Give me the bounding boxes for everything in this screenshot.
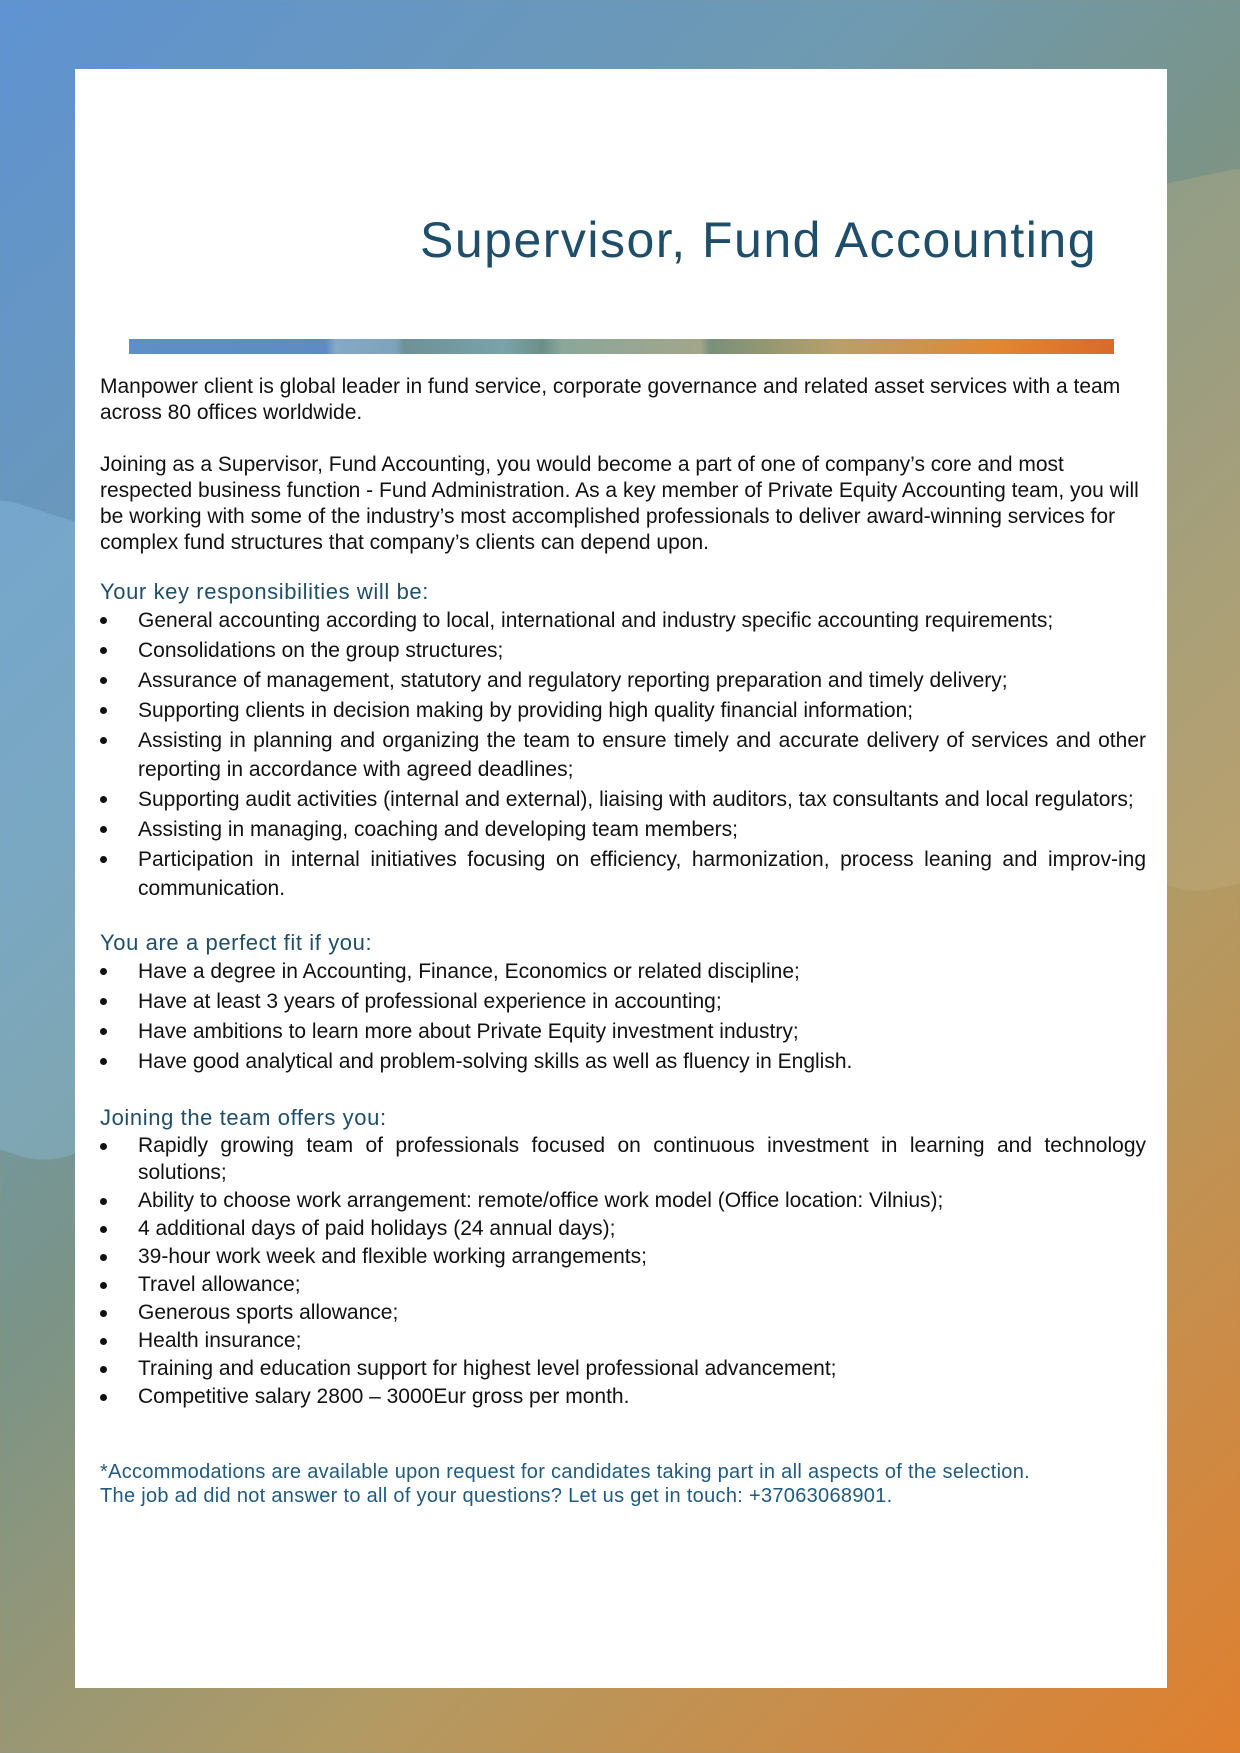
list-item: Have good analytical and problem-solving skills as well as fluency in English. <box>100 1047 1146 1076</box>
job-ad-content <box>100 374 1146 1508</box>
list-item: Rapidly growing team of professionals focused on continuous investment in learning and technology solutions; <box>100 1132 1146 1186</box>
list-item: Health insurance; <box>100 1327 1146 1354</box>
list-item: Training and education support for highest level professional advancement; <box>100 1355 1146 1382</box>
list-item: Assisting in managing, coaching and developing team members; <box>100 815 1146 844</box>
list-item: Ability to choose work arrangement: remote/office work model (Office location: Vilnius); <box>100 1187 1146 1214</box>
responsibilities-heading: Your key responsibilities will be: <box>100 579 429 604</box>
list-item: Have ambitions to learn more about Private Equity investment industry; <box>100 1017 1146 1046</box>
list-item: Participation in internal initiatives focusing on efficiency, harmonization, process leaning and improv-ing communication. <box>100 845 1146 903</box>
list-item: Competitive salary 2800 – 3000Eur gross per month. <box>100 1383 1146 1410</box>
list-item: Generous sports allowance; <box>100 1299 1146 1326</box>
list-item: Supporting clients in decision making by providing high quality financial information; <box>100 696 1146 725</box>
accommodations-note: *Accommodations are available upon request for candidates taking part in all aspects of the selection. <box>100 1461 1031 1483</box>
requirements-heading: You are a perfect fit if you: <box>100 930 373 955</box>
list-item: Assisting in planning and organizing the team to ensure timely and accurate delivery of services and other reporting in accordance with agreed deadlines; <box>100 726 1146 784</box>
list-item: Supporting audit activities (internal and external), liaising with auditors, tax consultants and local regulators; <box>100 785 1146 814</box>
list-item: 39-hour work week and flexible working arrangements; <box>100 1243 1146 1270</box>
benefits-list <box>100 1132 1146 1410</box>
job-ad-page <box>75 69 1167 1688</box>
list-item: Assurance of management, statutory and regulatory reporting preparation and timely delivery; <box>100 666 1146 695</box>
requirements-list <box>100 957 1146 1076</box>
list-item: Have a degree in Accounting, Finance, Economics or related discipline; <box>100 957 1146 986</box>
contact-note: The job ad did not answer to all of your questions? Let us get in touch: +37063068901. <box>100 1485 893 1507</box>
list-item: General accounting according to local, international and industry specific accounting requirements; <box>100 606 1146 635</box>
page-title: Supervisor, Fund Accounting <box>420 212 1097 268</box>
list-item: Consolidations on the group structures; <box>100 636 1146 665</box>
decorative-color-bar <box>129 339 1114 354</box>
intro-paragraph-role: Joining as a Supervisor, Fund Accounting, you would become a part of one of company’s core and most respected business function - Fund Administration. As a key member of Private Equity Accounting team, you will be working with some of the industry’s most accomplished professionals to deliver award-winning services for complex fund structures that company’s clients can depend upon. <box>100 453 1139 554</box>
list-item: Travel allowance; <box>100 1271 1146 1298</box>
responsibilities-list <box>100 606 1146 903</box>
benefits-heading: Joining the team offers you: <box>100 1105 387 1130</box>
list-item: Have at least 3 years of professional experience in accounting; <box>100 987 1146 1016</box>
list-item: 4 additional days of paid holidays (24 annual days); <box>100 1215 1146 1242</box>
intro-paragraph-company: Manpower client is global leader in fund service, corporate governance and related asset services with a team across 80 offices worldwide. <box>100 375 1121 424</box>
